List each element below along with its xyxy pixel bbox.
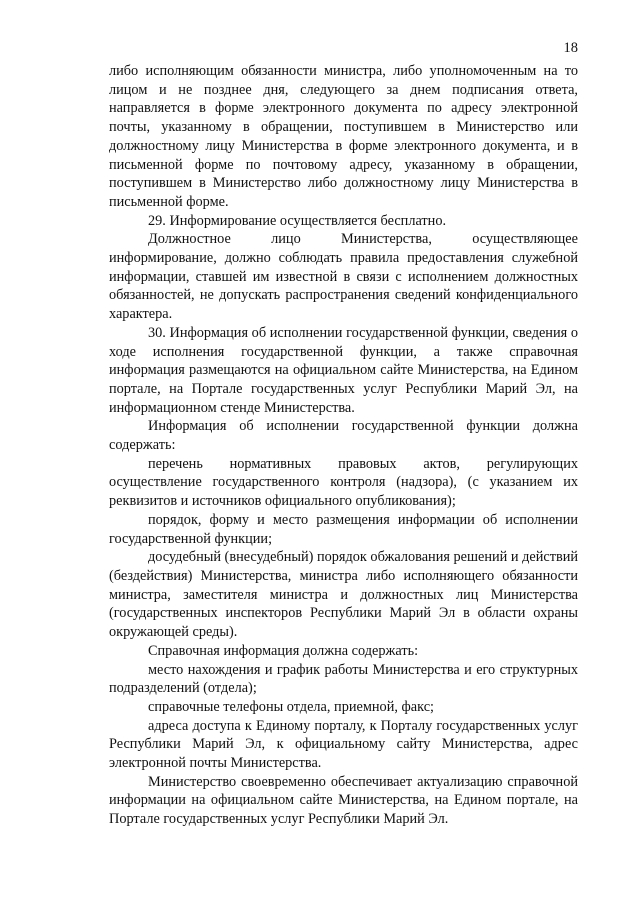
paragraph-information-contents-intro: Информация об исполнении государственной функции должна содержать: [109,418,578,454]
paragraph-list-normative-acts: перечень нормативных правовых актов, регулирующих осуществление государственного контроля (надзора), (с указанием их реквизитов и источников официального опубликования); [109,455,578,510]
paragraph-list-procedure: порядок, форму и место размещения информации об исполнении государственной функции; [109,511,578,547]
page-number: 18 [563,40,578,56]
paragraph-29-free-informing: 29. Информирование осуществляется бесплатно. [148,212,447,229]
paragraph-list-addresses: адреса доступа к Единому порталу, к Порталу государственных услуг Республики Марий Эл, к официальному сайту Министерства, адрес электронной почты Министерства. [109,717,578,772]
paragraph-actualization: Министерство своевременно обеспечивает актуализацию справочной информации на официальном сайте Министерства, на Едином портале, на Портале государственных услуг Республики Марий Эл. [109,773,578,828]
paragraph-reference-info-intro: Справочная информация должна содержать: [148,642,419,659]
paragraph-list-appeal-procedure: досудебный (внесудебный) порядок обжалования решений и действий (бездействия) Министерства, министра либо исполняющего обязанности министра, заместителя министра и должностных лиц Министерства (государственных инспекторов Республики Марий Эл в области охраны окружающей среды). [109,549,579,641]
paragraph-list-phones: справочные телефоны отдела, приемной, факс; [148,698,435,715]
paragraph-list-location-schedule: место нахождения и график работы Министерства и его структурных подразделений (отдела); [109,661,578,697]
paragraph-official-duties: Должностное лицо Министерства, осуществляющее информирование, должно соблюдать правила предоставления служебной информации, ставшей им известной в связи с исполнением должностных обязанностей, не допускать распространения сведений конфиденциального характера. [109,231,578,323]
document-body [109,62,578,829]
paragraph-30-information-placement: 30. Информация об исполнении государственной функции, сведения о ходе исполнения государственной функции, а также справочная информация размещаются на официальном сайте Министерства, на Едином портале, на Портале государственных услуг Республики Марий Эл, на информационном стенде Министерства. [109,324,578,416]
paragraph-answer-delivery: либо исполняющим обязанности министра, либо уполномоченным на то лицом и не позднее дня, следующего за днем подписания ответа, направляется в форме электронного документа по адресу электронной почты, указанному в обращении, поступившем в Министерство или должностному лицу Министерства в форме электронного документа, и в письменной форме по почтовому адресу, указанному в обращении, поступившем в Министерство либо должностному лицу Министерства в письменной форме. [109,63,578,210]
